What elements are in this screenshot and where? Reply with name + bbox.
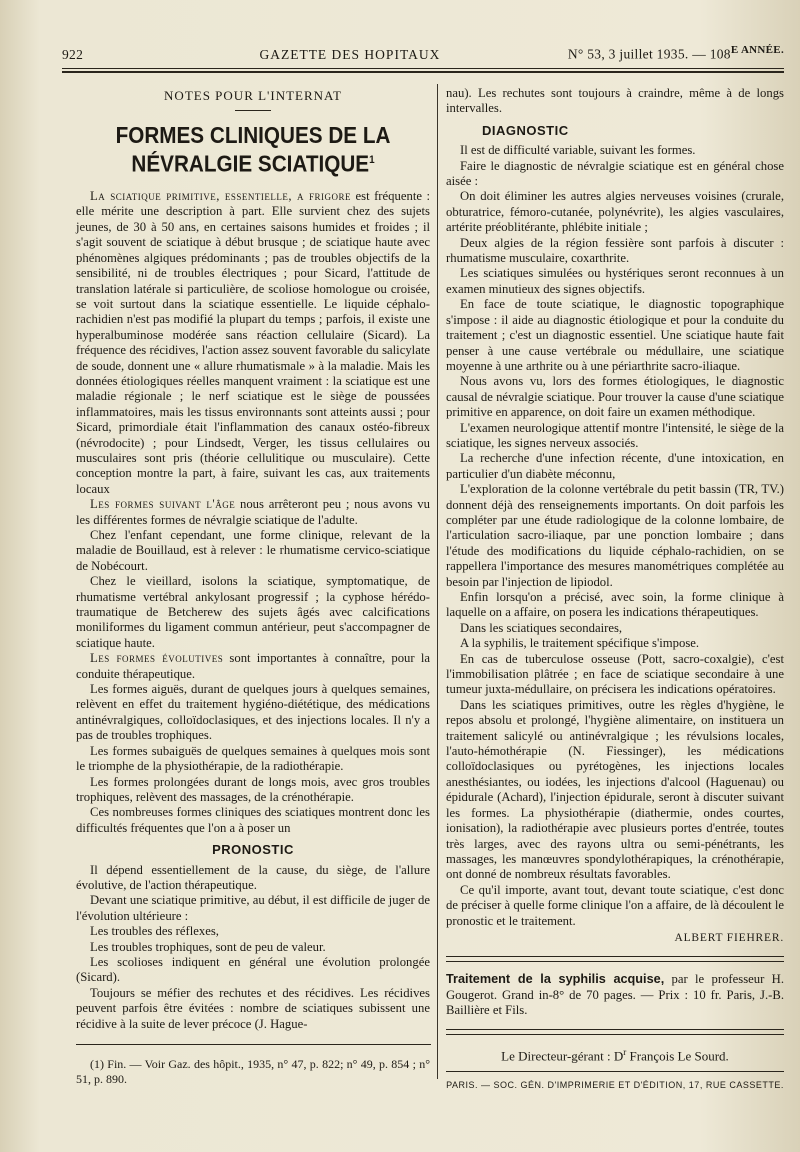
paragraph: Enfin lorsqu'on a précisé, avec soin, la forme clinique à laquelle on a affaire, on posera les indications thérapeutiques. bbox=[446, 590, 784, 620]
issue-year-suffix: E ANNÉE. bbox=[730, 44, 784, 56]
paragraph: L'examen neurologique attentif montre l'intensité, le siège de la sciatique, les signes nerveux associés. bbox=[446, 420, 784, 450]
section-heading-diagnostic: DIAGNOSTIC bbox=[482, 122, 569, 138]
director-label-sup: r bbox=[623, 1046, 627, 1057]
paragraph: Dans les sciatiques secondaires, bbox=[460, 620, 623, 635]
paragraph: nau). Les rechutes sont toujours à craindre, même à de longs intervalles. bbox=[446, 86, 784, 116]
paragraph: La recherche d'une infection récente, d'une intoxication, en particulier d'un diabète méconnu, bbox=[446, 451, 784, 481]
book-notice-rule-bottom bbox=[446, 1029, 784, 1035]
kicker-rule bbox=[235, 110, 271, 111]
paragraph: Faire le diagnostic de névralgie sciatique est en général chose aisée : bbox=[446, 158, 784, 189]
imprint: PARIS. — SOC. GÉN. D'IMPRIMERIE ET D'ÉDITION, 17, RUE CASSETTE. bbox=[446, 1080, 784, 1091]
paragraph: Les troubles des réflexes, bbox=[90, 924, 219, 939]
journal-title: GAZETTE DES HOPITAUX bbox=[259, 46, 441, 62]
header-rule-bottom bbox=[62, 71, 784, 73]
director-line bbox=[446, 1045, 784, 1064]
right-column bbox=[446, 86, 784, 1094]
paragraph: Deux algies de la région fessière sont parfois à discuter : rhumatisme musculaire, coxarthrite. bbox=[446, 235, 784, 266]
paragraph: Les scolioses indiquent en général une évolution prolongée (Sicard). bbox=[76, 954, 430, 985]
issue-number: N° 53, 3 juillet 1935. — 108 bbox=[567, 46, 731, 62]
paragraph: Ce qu'il importe, avant tout, devant toute sciatique, c'est donc de préciser à quelle forme clinique l'on a affaire, de là découlent le pronostic et le traitement. bbox=[446, 882, 784, 928]
paragraph: Il est de difficulté variable, suivant les formes. bbox=[460, 143, 696, 158]
header-rule-top bbox=[62, 68, 784, 69]
paragraph-text: sont importantes à connaître, pour la conduite thérapeutique. bbox=[76, 651, 430, 681]
paragraph: Chez l'enfant cependant, une forme clinique, relevant de la maladie de Bouillaud, est à relever : le rhumatisme cervico-sciatique de Nobécourt. bbox=[76, 528, 430, 573]
paragraph: Les sciatiques simulées ou hystériques seront reconnues à un examen minutieux des signes objectifs. bbox=[446, 266, 784, 296]
paragraph: Dans les sciatiques primitives, outre les règles d'hygiène, le repos absolu et prolongé, l'hygiène alimentaire, on instituera un traitement salicylé ou antinévralgique ; les révulsions locales, l'auto-hémothérapie (N. Fiessinger), les médications colloïdoclasiques ou pyrétogènes, les injections locales anesthésiantes, ou iodées, les injections d'alcool (Haguenau) ou épidurale (Achard), l'injection épidurale, seront à discuter suivant les formes. La physiothérapie (diathermie, ondes courtes, ionisation), la radiothérapie avec plusieurs portes d'entrée, toutes très larges, avec des rayons ultra ou semi-pénétrants, les massages, les manœuvres spondylothérapiques, la crénothérapie, ont donné de nombreux résultats favorables. bbox=[446, 697, 784, 882]
section-kicker: NOTES POUR L'INTERNAT bbox=[164, 88, 342, 103]
book-notice bbox=[446, 972, 784, 1018]
column-divider bbox=[437, 84, 438, 1079]
paragraph: En face de toute sciatique, le diagnostic topographique s'impose : il aide au diagnostic étiologique et pour la conduite du traitement ; c'est un diagnostic essentiel. Une sciatique haute fait penser à une cause vertébrale ou médullaire, une sciatique moyenne à une arthrite ou à une périarthrite sacro-iliaque. bbox=[446, 297, 784, 373]
paragraph-lead: Les formes évolutives bbox=[90, 651, 224, 666]
book-details: par le professeur H. Gougerot. Grand in-8° de 70 pages. — Prix : 10 fr. Paris, J.-B. Baillière et Fils. bbox=[446, 972, 784, 1018]
book-notice-rule-top bbox=[446, 956, 784, 962]
paragraph: A la syphilis, le traitement spécifique s'impose. bbox=[460, 636, 700, 651]
author-signature: ALBERT FIEHRER. bbox=[674, 931, 784, 944]
paragraph: Toujours se méfier des rechutes et des récidives. Les récidives peuvent parfois être évitées : nombre de sciatiques subissent une récidive à la suite de lever précoce (J. Hague- bbox=[76, 985, 430, 1031]
left-column bbox=[76, 86, 430, 1086]
paragraph bbox=[76, 497, 430, 528]
paragraph: Chez le vieillard, isolons la sciatique, symptomatique, de rhumatisme vertébral ankylosant progressif ; la cyphose hérédo-traumatique de Betcherew des sujets âgés avec calcifications moniliformes du ligament commun antérieur, peut s'accompagner de sciatique haute. bbox=[76, 574, 430, 650]
issue-info bbox=[568, 44, 784, 63]
page-number: 922 bbox=[62, 46, 84, 62]
footnote-rule bbox=[76, 1044, 431, 1045]
director-name: François Le Sourd. bbox=[629, 1047, 729, 1063]
paragraph: Les formes subaiguës de quelques semaines à quelques mois sont le triomphe de la physiothérapie, de la radiothérapie. bbox=[76, 743, 430, 774]
imprint-rule bbox=[446, 1071, 784, 1072]
paragraph-lead: Les formes suivant l'âge bbox=[90, 497, 236, 512]
paragraph: On doit éliminer les autres algies nerveuses voisines (crurale, obturatrice, fémoro-cutanée, polynévrite), les algies vasculaires, artérite préoblitérante, phlébite initiale ; bbox=[446, 189, 784, 235]
paragraph: L'exploration de la colonne vertébrale du petit bassin (TR, TV.) donnent déjà des renseignements importants. On doit parfois les compléter par une étude radiologique de la colonne lombaire, de l'articulation sacro-iliaque, par une ponction lombaire ; dans l'étude des modifications du liquide céphalo-rachidien, on se rappellera l'importance des mesures manométriques complétée au besoin par l'injection de lipiodol. bbox=[446, 482, 784, 589]
article-title bbox=[94, 123, 413, 177]
paragraph bbox=[76, 189, 430, 497]
page-header bbox=[62, 44, 784, 66]
paragraph: Les formes prolongées durant de longs mois, avec gros troubles trophiques, relèvent des massages, de la crénothérapie. bbox=[76, 774, 430, 804]
paragraph-text: est fréquente : elle mérite une description à part. Elle survient chez des sujets jeunes, de 30 à 50 ans, en certaines saisons humides et froides ; il s'agit souvent de sciatique à début brusque ; de sciatique haute avec phénomènes algiques prédominants ; pas de troubles objectifs de la sensibilité, ni de troubles électriques ; pour Sicard, l'attitude de translation latérale si particulière, de scoliose homologue ou croisée, se voit surtout dans la sciatique essentielle. Le liquide céphalo-rachidien n'est pas modifié la plupart du temps ; parfois, il existe une hyperalbuminose modérée sans réaction cellulaire (Sicard). La fréquence des récidives, l'action assez souvent favorable du salicylate de soude, donnent une « allure rhumatismale » à la maladie. Mais les données étiologiques réelles manquent vraiment : la sciatique est une maladie régionale ; le nerf sciatique est le siège de poussées inflammatoires, mais les tissus environnants sont atteints aussi ; pour Sicard, primordiale était l'inflammation des canaux ostéo-fibreux (névrodocite) ; pour Lindsedt, Verger, les tissus cellulaires ou musculaires sont pris (théorie cellulitique ou musculaire). Cette conception montre la part, à faire, suivant les cas, aux traitements locaux bbox=[76, 189, 430, 496]
paragraph: Devant une sciatique primitive, au début, il est difficile de juger de l'évolution ultérieure : bbox=[76, 893, 430, 923]
paragraph: Les formes aiguës, durant de quelques jours à quelques semaines, relèvent en effet du traitement hygiéno-diététique, des médications antinévralgiques, colloïdoclasiques, et des injections locales. Il n'y a pas de troubles trophiques. bbox=[76, 682, 430, 743]
paragraph: Il dépend essentiellement de la cause, du siège, de l'allure évolutive, de l'action thérapeutique. bbox=[76, 862, 430, 892]
paragraph: En cas de tuberculose osseuse (Pott, sacro-coxalgie), c'est l'immobilisation plâtrée ; en face de sciatique secondaire à une tumeur juxta-médullaire, on précisera les indications opératoires. bbox=[446, 651, 784, 697]
paragraph bbox=[76, 651, 430, 682]
paragraph-text: nous arrêteront peu ; nous avons vu les différentes formes de névralgie sciatique de l'adulte. bbox=[76, 497, 430, 527]
title-footnote-mark: 1 bbox=[369, 154, 375, 167]
paragraph: Nous avons vu, lors des formes étiologiques, le diagnostic causal de névralgie sciatique. Pour trouver la cause d'une sciatique primitive en apparence, on doit faire un examen méthodique. bbox=[446, 374, 784, 420]
section-heading-pronostic: PRONOSTIC bbox=[212, 842, 294, 858]
paragraph: Les troubles trophiques, sont de peu de valeur. bbox=[90, 939, 326, 954]
director-label: Le Directeur-gérant : D bbox=[501, 1047, 624, 1063]
book-title: Traitement de la syphilis acquise, bbox=[446, 972, 665, 987]
paragraph-lead: La sciatique primitive, essentielle, a frigore bbox=[90, 189, 352, 204]
paragraph: Ces nombreuses formes cliniques des sciatiques montrent donc les difficultés fréquentes que l'on a à poser un bbox=[76, 805, 430, 835]
footnote: (1) Fin. — Voir Gaz. des hôpit., 1935, n° 47, p. 822; n° 49, p. 854 ; n° 51, p. 890. bbox=[76, 1057, 430, 1086]
article-title-text: FORMES CLINIQUES DE LA NÉVRALGIE SCIATIQUE bbox=[115, 122, 391, 178]
